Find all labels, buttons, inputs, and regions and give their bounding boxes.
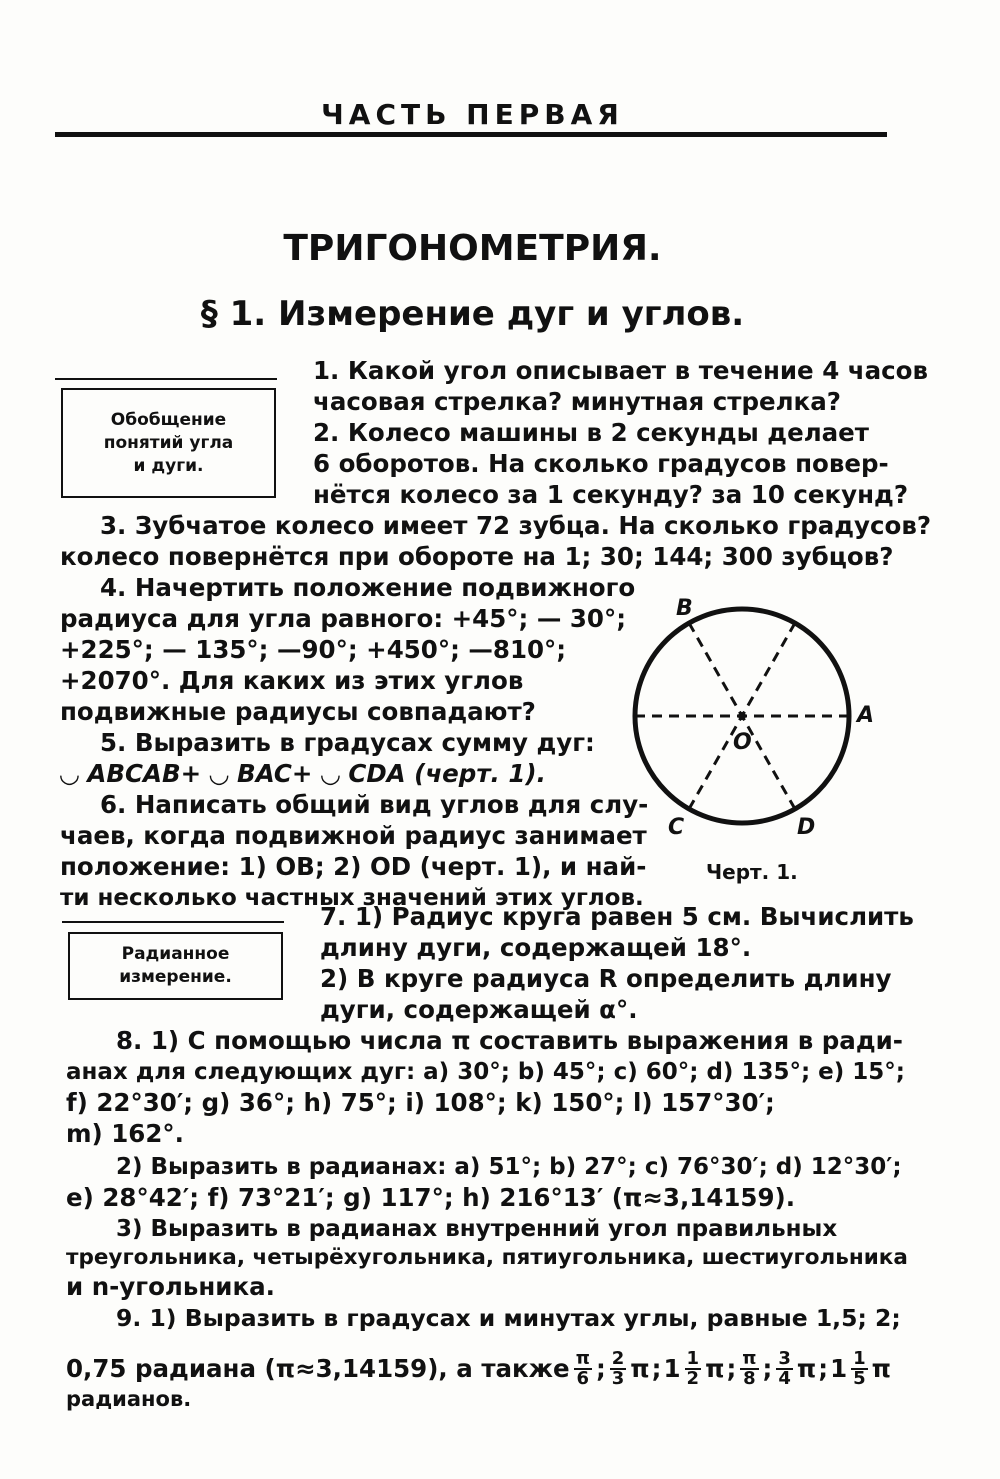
text-line: дуги, содержащей α°. [320,995,638,1024]
sidebox-radian [68,932,283,1000]
text-line: 4. Начертить положение подвижного [100,573,636,602]
separator: ; [651,1354,662,1383]
fraction: $\frac{1}{2}$ [686,1348,700,1389]
integer-part: 1 [663,1354,681,1383]
label-b: B [676,596,693,621]
fraction: $\frac{2}{3}$ [611,1348,625,1389]
text-line: ◡ ABCAB+ ◡ BAC+ ◡ CDA (черт. 1). [60,759,546,788]
section-title: § 1. Измерение дуг и углов. [200,294,745,334]
text-line: 3) Выразить в радианах внутренний угол правильных [116,1216,838,1242]
text-line: ти несколько частных значений этих углов. [60,885,644,911]
text-line: радиуса для угла равного: +45°; — 30°; [60,604,627,633]
center-point [738,712,746,720]
text-line: e) 28°42′; f) 73°21′; g) 117°; h) 216°13′ (π≈3,14159). [66,1183,796,1212]
pi-symbol: π [705,1354,725,1383]
text-line: 2) Выразить в радианах: a) 51°; b) 27°; c) 76°30′; d) 12°30′; [116,1154,902,1180]
text-line: длину дуги, содержащей 18°. [320,933,752,962]
text-line: анах для следующих дуг: a) 30°; b) 45°; c) 60°; d) 135°; e) 15°; [66,1059,905,1085]
fraction: $\frac{\pi}{6}$ [575,1348,590,1389]
fraction: $\frac{3}{4}$ [778,1348,791,1389]
text-line: +2070°. Для каких из этих углов [60,666,524,695]
text-line: чаев, когда подвижной радиус занимает [60,821,647,850]
text-line: f) 22°30′; g) 36°; h) 75°; i) 108°; k) 150°; l) 157°30′; [66,1088,775,1117]
header-rule [55,132,887,137]
fraction: $\frac{\pi}{8}$ [742,1348,757,1389]
text-line: радианов. [66,1387,192,1411]
text-line: +225°; — 135°; —90°; +450°; —810°; [60,635,567,664]
text-line-fractions [66,1350,891,1388]
sidebox-line: понятий угла [103,432,234,453]
fraction: $\frac{1}{5}$ [853,1348,866,1389]
sidebox-generalization [61,388,276,498]
label-a: A [857,703,875,728]
text-line: 5. Выразить в градусах сумму дуг: [100,728,595,757]
label-c: C [668,815,685,840]
text-line: нётся колесо за 1 секунду? за 10 секунд? [313,480,909,509]
text-line: 0,75 радиана (π≈3,14159), а также [66,1354,570,1383]
separator: ; [762,1354,773,1383]
sidebox-line: Обобщение [110,409,227,430]
text-line: колесо повернётся при обороте на 1; 30; 144; 300 зубцов? [60,542,894,571]
text-line: часовая стрелка? минутная стрелка? [313,387,841,416]
sidebox-line: измерение. [119,967,232,987]
part-title: ЧАСТЬ ПЕРВАЯ [321,98,624,131]
text-line: 9. 1) Выразить в градусах и минутах углы, равные 1,5; 2; [116,1304,901,1332]
text-line: треугольника, четырёхугольника, пятиугольника, шестиугольника [66,1245,908,1270]
pi-symbol: π [871,1354,892,1383]
text-line: и n-угольника. [66,1272,275,1301]
text-line: m) 162°. [66,1119,184,1148]
text-line: 1. Какой угол описывает в течение 4 часов [313,356,928,385]
chapter-title: ТРИГОНОМЕТРИЯ. [283,228,662,269]
sidebox-line: и дуги. [133,455,204,476]
text-line: 2) В круге радиуса R определить длину [320,964,892,993]
separator: ; [818,1354,829,1383]
sidebox-topline [62,921,284,923]
label-o: O [733,730,752,755]
integer-part: 1 [830,1354,848,1383]
text-line: 7. 1) Радиус круга равен 5 см. Вычислить [320,902,914,931]
text-line: положение: 1) OB; 2) OD (черт. 1), и най- [60,852,647,881]
text-line: 3. Зубчатое колесо имеет 72 зубца. На сколько градусов? [100,511,932,540]
separator: ; [726,1354,737,1383]
text-line: 2. Колесо машины в 2 секунды делает [313,418,869,447]
text-line: 6 оборотов. На сколько градусов повер- [313,449,889,478]
text-line: 8. 1) С помощью числа π составить выражения в ради- [116,1026,903,1055]
sidebox-topline [55,378,277,380]
text-line: 6. Написать общий вид углов для слу- [100,790,649,819]
separator: ; [595,1354,606,1383]
sidebox-line: Радианное [121,944,230,964]
pi-symbol: π [630,1354,650,1383]
figure-caption: Черт. 1. [706,860,798,884]
pi-symbol: π [796,1354,817,1383]
text-line: подвижные радиусы совпадают? [60,697,536,726]
label-d: D [797,815,816,840]
